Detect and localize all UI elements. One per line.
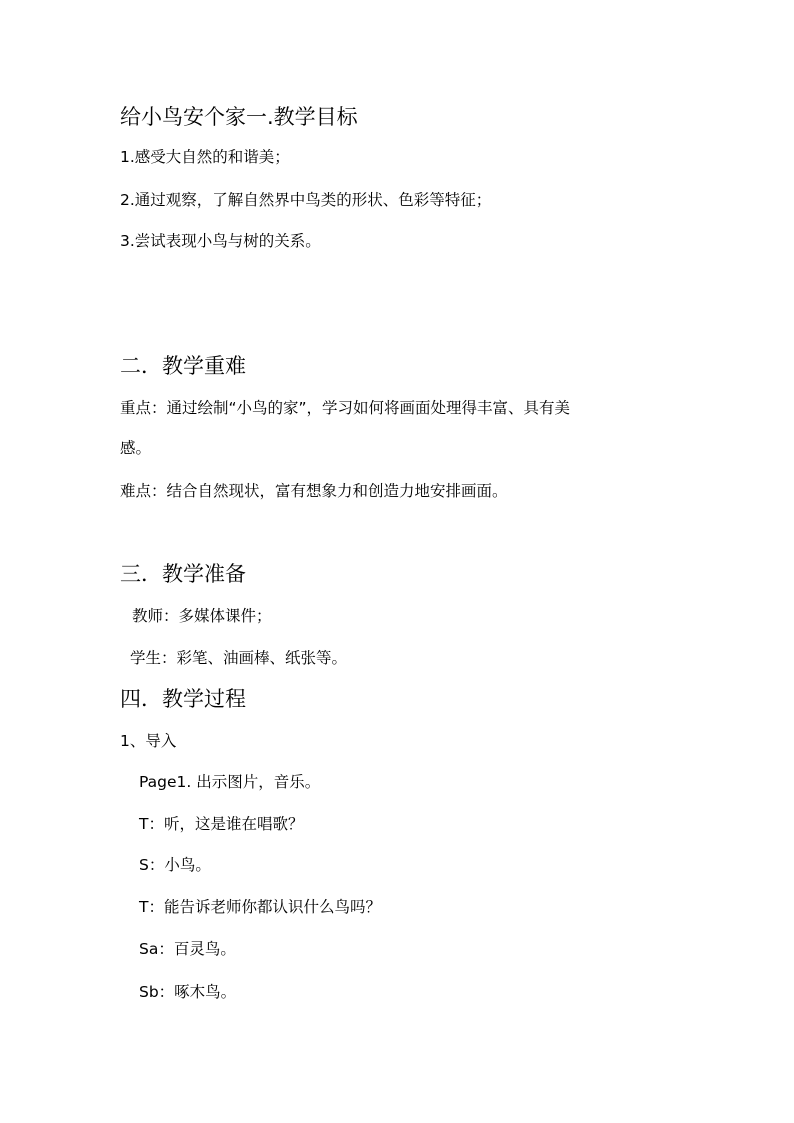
objective-item-3: 3.尝试表现小鸟与树的关系。: [120, 232, 321, 250]
dialogue-line: Sa：百灵鸟。: [139, 940, 236, 958]
section-heading-4: 四．教学过程: [120, 687, 246, 711]
section-heading-2: 二．教学重难: [120, 354, 246, 378]
dialogue-line: T：能告诉老师你都认识什么鸟吗？: [139, 898, 381, 916]
document-title: 给小鸟安个家一.教学目标: [120, 105, 358, 129]
difficulty-text: 难点：结合自然现状，富有想象力和创造力地安排画面。: [120, 482, 508, 500]
key-point-line-1: 重点：通过绘制“小鸟的家”，学习如何将画面处理得丰富、具有美: [120, 399, 571, 417]
dialogue-line: Sb：啄木鸟。: [139, 983, 237, 1001]
step-1-heading: 1、导入: [120, 732, 177, 750]
objective-item-1: 1.感受大自然的和谐美；: [120, 148, 290, 166]
dialogue-line: S：小鸟。: [139, 856, 211, 874]
dialogue-line: Page1. 出示图片，音乐。: [139, 773, 321, 791]
student-prep: 学生：彩笔、油画棒、纸张等。: [130, 649, 348, 667]
section-heading-3: 三．教学准备: [120, 562, 246, 586]
objective-item-2: 2.通过观察，了解自然界中鸟类的形状、色彩等特征；: [120, 191, 492, 209]
key-point-line-2: 感。: [120, 439, 152, 457]
teacher-prep: 教师：多媒体课件；: [132, 607, 272, 625]
dialogue-line: T：听，这是谁在唱歌？: [139, 815, 304, 833]
